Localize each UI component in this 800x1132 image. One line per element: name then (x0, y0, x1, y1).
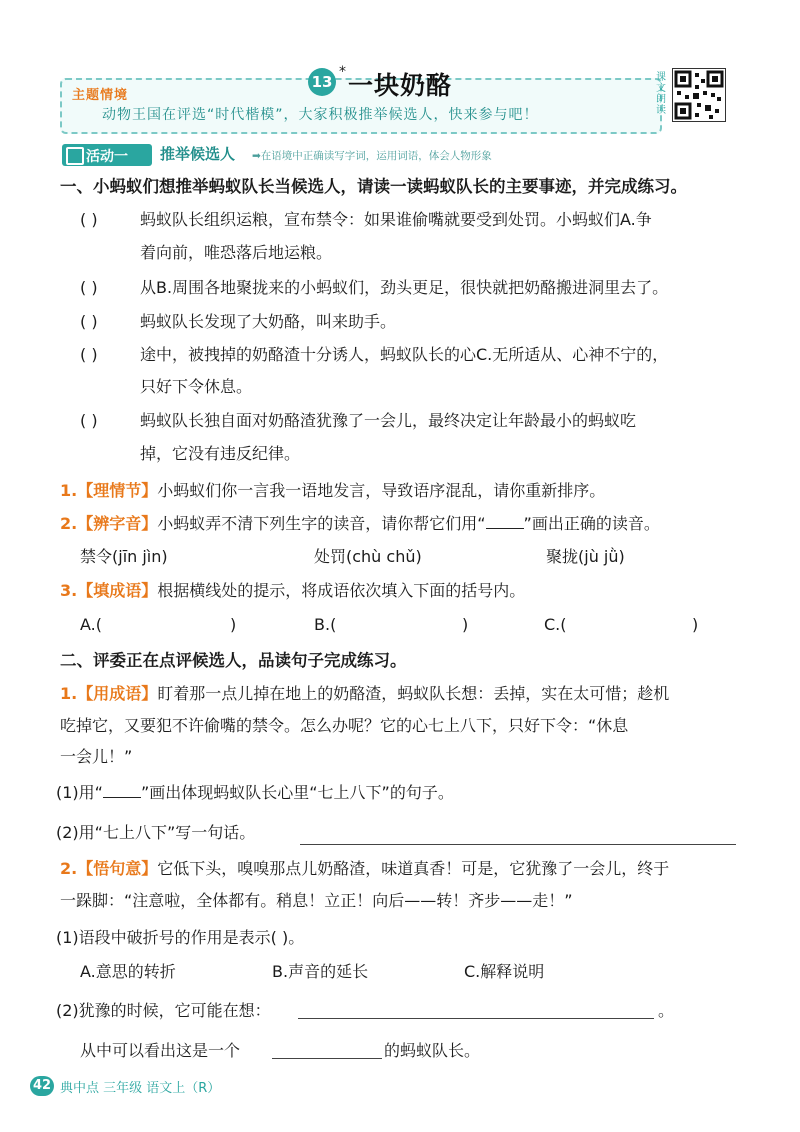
sub-question-end: 的蚂蚁队长。 (384, 1041, 481, 1060)
sub-question: (2)用“七上八下”写一句话。 (56, 823, 256, 842)
answer-blank-a-open[interactable]: A.( (80, 615, 102, 634)
question-text: 小蚂蚁弄不清下列生字的读音，请你帮它们用“ (157, 514, 486, 533)
answer-blank-b-close: ) (462, 615, 469, 634)
activity-description: ➡在语境中正确读写字词，运用词语，体会人物形象 (252, 150, 492, 162)
sub-question[interactable]: (1)语段中破折号的作用是表示( )。 (56, 928, 305, 947)
passage-text: 一跺脚：“注意啦，全体都有。稍息！立正！向后——转！齐步——走！” (60, 891, 573, 910)
underline-sample (103, 797, 141, 798)
item-paren[interactable]: ( ) (80, 411, 98, 430)
answer-blank-b-open[interactable]: B.( (314, 615, 337, 634)
page-number: 42 (30, 1076, 54, 1096)
pinyin-choice[interactable]: 禁令(jīn jìn) (80, 547, 168, 566)
sub-question: (2)犹豫的时候，它可能在想： (56, 1001, 271, 1020)
answer-blank-c-open[interactable]: C.( (544, 615, 567, 634)
item-text: 蚂蚁队长发现了大奶酪，叫来助手。 (140, 312, 397, 331)
question-text-end: ”画出正确的读音。 (523, 514, 660, 533)
activity-label: 活动一 (86, 149, 128, 165)
item-text: 从B.周围各地聚拢来的小蚂蚁们，劲头更足，很快就把奶酪搬进洞里去了。 (140, 278, 669, 297)
passage-text: 吃掉它，又要犯不许偷嘴的禁令。怎么办呢？它的心七上八下，只好下令：“休息 (60, 716, 629, 735)
question-text: 小蚂蚁们你一言我一语地发言，导致语序混乱，请你重新排序。 (157, 481, 606, 500)
item-text: 着向前，唯恐落后地运粮。 (140, 243, 333, 262)
item-paren[interactable]: ( ) (80, 312, 98, 331)
lesson-title: 一块奶酪 (348, 71, 453, 100)
checkbox-icon (66, 147, 84, 165)
footer-text: 典中点 三年级 语文上（R） (60, 1081, 221, 1096)
lesson-number-badge: 13 (308, 68, 336, 96)
option[interactable]: A.意思的转折 (80, 962, 176, 981)
question-1-1 (60, 480, 605, 502)
answer-blank-c-close: ) (692, 615, 699, 634)
item-paren[interactable]: ( ) (80, 278, 98, 297)
item-text: 途中，被拽掉的奶酪渣十分诱人，蚂蚁队长的心C.无所适从、心神不宁的， (140, 345, 669, 364)
activity-title: 推举候选人 (160, 145, 236, 163)
sub-question-text: (1)用“ (56, 783, 103, 802)
theme-label: 主题情境 (72, 88, 129, 103)
question-2-2 (60, 858, 669, 880)
sub-question (56, 782, 454, 804)
passage-text: 它低下头，嗅嗅那点儿奶酪渣，味道真香！可是，它犹豫了一会儿，终于 (157, 859, 670, 878)
item-text: 蚂蚁队长独自面对奶酪渣犹豫了一会儿，最终决定让年龄最小的蚂蚁吃 (140, 411, 637, 430)
qr-code-icon[interactable] (672, 68, 726, 122)
sub-question-text-end: ”画出体现蚂蚁队长心里“七上八下”的句子。 (140, 783, 454, 802)
question-1-2 (60, 513, 660, 535)
lesson-star: * (339, 64, 346, 80)
question-text: 根据横线处的提示，将成语依次填入下面的括号内。 (157, 581, 526, 600)
question-tag: 【填成语】 (77, 581, 158, 600)
passage-text: 盯着那一点儿掉在地上的奶酪渣，蚂蚁队长想：丢掉，实在太可惜；趁机 (157, 684, 670, 703)
question-2-1 (60, 683, 669, 705)
question-tag: 【理情节】 (77, 481, 158, 500)
pinyin-choice[interactable]: 处罚(chù chǔ) (314, 547, 422, 566)
question-1-3 (60, 580, 525, 602)
option[interactable]: C.解释说明 (464, 962, 545, 981)
passage-text: 一会儿！” (60, 747, 133, 766)
item-text: 蚂蚁队长组织运粮，宣布禁令：如果谁偷嘴就要受到处罚。小蚂蚁们A.争 (140, 210, 652, 229)
answer-line[interactable] (298, 1018, 654, 1019)
question-number: 2. (60, 514, 78, 533)
question-tag: 【用成语】 (77, 684, 158, 703)
section2-heading: 二、评委正在点评候选人，品读句子完成练习。 (60, 651, 407, 670)
theme-text: 动物王国在评选“时代楷模”，大家积极推举候选人，快来参与吧！ (102, 107, 539, 123)
option[interactable]: B.声音的延长 (272, 962, 369, 981)
question-number: 1. (60, 684, 78, 703)
question-tag: 【辨字音】 (77, 514, 158, 533)
underline-sample (486, 528, 524, 529)
question-number: 2. (60, 859, 78, 878)
pinyin-choice[interactable]: 聚拢(jù jǜ) (546, 547, 625, 566)
answer-blank-a-close: ) (230, 615, 237, 634)
sub-question: 从中可以看出这是一个 (80, 1041, 241, 1060)
question-tag: 【悟句意】 (77, 859, 158, 878)
answer-line[interactable] (300, 844, 736, 845)
section1-heading: 一、小蚂蚁们想推举蚂蚁队长当候选人，请读一读蚂蚁队长的主要事迹，并完成练习。 (60, 177, 687, 196)
sentence-end: 。 (658, 1001, 675, 1020)
item-text: 只好下令休息。 (140, 377, 253, 396)
item-paren[interactable]: ( ) (80, 210, 98, 229)
item-paren[interactable]: ( ) (80, 345, 98, 364)
question-number: 3. (60, 581, 78, 600)
item-text: 掉，它没有违反纪律。 (140, 444, 301, 463)
audio-label: 课文朗读 (656, 72, 666, 116)
answer-line[interactable] (272, 1058, 382, 1059)
question-number: 1. (60, 481, 78, 500)
